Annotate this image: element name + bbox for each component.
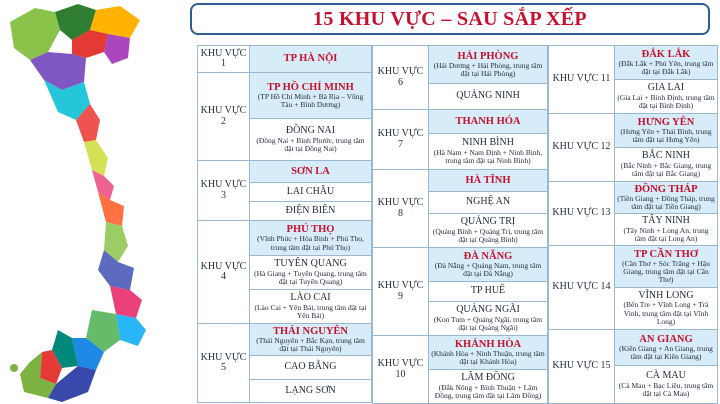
province-cell: QUẢNG NGÃI (Kon Tum + Quảng Ngãi, trung tâm đặt tại Quảng Ngãi) (429, 302, 548, 336)
zone-row (373, 248, 548, 282)
zone-row (373, 170, 548, 192)
zone-label: KHU VỰC 15 (549, 330, 615, 404)
province-cell: PHÚ THỌ (Vĩnh Phúc + Hòa Bình + Phú Thọ, trung tâm đặt tại Phú Thọ) (250, 221, 372, 256)
zone-label: KHU VỰC 1 (198, 46, 250, 73)
province-cell: TÂY NINH (Tây Ninh + Long An, trung tâm đặt tại Long An) (615, 214, 718, 246)
zone-row (373, 336, 548, 370)
province-cell: QUẢNG NINH (429, 84, 548, 110)
zone-row (373, 46, 548, 84)
province-cell: BẮC NINH (Bắc Ninh + Bắc Giang, trung tâm đặt tại Bắc Giang) (615, 148, 718, 182)
province-cell: NGHỆ AN (429, 192, 548, 214)
map-island-phuquoc (10, 364, 18, 372)
province-cell: LÀO CAI (Lào Cai + Yên Bái, trung tâm đặt tại Yên Bái) (250, 290, 372, 324)
province-cell: TUYÊN QUANG (Hà Giang + Tuyên Quang, trung tâm đặt tại Tuyên Quang) (250, 256, 372, 290)
province-cell: TP HỒ CHÍ MINH (TP Hồ Chí Minh + Bà Rịa – Vũng Tàu + Bình Dương) (250, 73, 372, 119)
province-cell: TP HUẾ (429, 282, 548, 302)
zone-label: KHU VỰC 8 (373, 170, 429, 248)
map-region-quangtri (84, 140, 108, 176)
zone-label: KHU VỰC 7 (373, 110, 429, 170)
province-cell: ĐÀ NẴNG (Đà Nẵng + Quảng Nam, trung tâm đặt tại Đà Nẵng) (429, 248, 548, 282)
province-cell: HƯNG YÊN (Hưng Yên + Thái Bình, trung tâm đặt tại Hưng Yên) (615, 114, 718, 148)
province-cell: ĐỒNG THÁP (Tiền Giang + Đồng Tháp, trung tâm đặt tại Tiền Giang) (615, 182, 718, 214)
province-cell: NINH BÌNH (Hà Nam + Nam Định + Ninh Bình, trung tâm đặt tại Ninh Bình) (429, 134, 548, 170)
vietnam-map (0, 0, 200, 403)
zone-label: KHU VỰC 6 (373, 46, 429, 110)
province-cell: GIA LAI (Gia Lai + Bình Định, trung tâm đặt tại Bình Định) (615, 80, 718, 114)
province-cell: THANH HÓA (429, 110, 548, 134)
zone-label: KHU VỰC 13 (549, 182, 615, 246)
province-cell: LAI CHÂU (250, 183, 372, 202)
province-cell: LÂM ĐỒNG (Đắk Nông + Bình Thuận + Lâm Đồng, trung tâm đặt tại Lâm Đồng) (429, 370, 548, 404)
zone-row (549, 246, 718, 288)
province-cell: TP HÀ NỘI (250, 46, 372, 73)
zone-label: KHU VỰC 12 (549, 114, 615, 182)
zone-row (198, 46, 372, 73)
zone-label: KHU VỰC 11 (549, 46, 615, 114)
zone-row (549, 46, 718, 80)
zone-row (198, 161, 372, 183)
map-region-northwest (10, 8, 60, 60)
zone-row (549, 330, 718, 366)
zone-row (198, 324, 372, 356)
province-cell: TP CẦN THƠ (Cần Thơ + Sóc Trăng + Hậu Giang, trung tâm đặt tại Cần Thơ) (615, 246, 718, 288)
province-cell: LẠNG SƠN (250, 380, 372, 403)
province-cell: ĐẮK LẮK (Đắk Lắk + Phú Yên, trung tâm đặt tại Đắk Lắk) (615, 46, 718, 80)
zone-column-1 (197, 45, 372, 403)
zone-column-3 (548, 45, 718, 403)
zone-label: KHU VỰC 3 (198, 161, 250, 221)
map-region-khanhhoa (116, 314, 146, 346)
province-cell: SƠN LA (250, 161, 372, 183)
zone-label: KHU VỰC 9 (373, 248, 429, 336)
province-cell: QUẢNG TRỊ (Quảng Bình + Quảng Trị, trung tâm đặt tại Quảng Bình) (429, 214, 548, 248)
province-cell: THÁI NGUYÊN (Thái Nguyên + Bắc Kạn, trung tâm đặt tại Thái Nguyên) (250, 324, 372, 356)
zone-table-3 (548, 45, 718, 404)
map-region-red-delta (104, 34, 130, 64)
province-cell: ĐỒNG NAI (Đồng Nai + Bình Phước, trung tâm đặt tại Đồng Nai) (250, 119, 372, 161)
province-cell: HẢI PHÒNG (Hải Dương + Hải Phòng, trung tâm đặt tại Hải Phòng) (429, 46, 548, 84)
province-cell: KHÁNH HÒA (Khánh Hòa + Ninh Thuận, trung tâm đặt tại Khánh Hòa) (429, 336, 548, 370)
zone-table-2 (372, 45, 548, 404)
province-cell: AN GIANG (Kiên Giang + An Giang, trung tâm đặt tại Kiên Giang) (615, 330, 718, 366)
zone-table-1 (197, 45, 372, 403)
zone-row (373, 110, 548, 134)
province-cell: HÀ TĨNH (429, 170, 548, 192)
zone-row (198, 221, 372, 256)
province-cell: ĐIỆN BIÊN (250, 202, 372, 221)
zone-label: KHU VỰC 5 (198, 324, 250, 403)
zone-row (549, 182, 718, 214)
zone-label: KHU VỰC 2 (198, 73, 250, 161)
zone-column-2 (372, 45, 548, 403)
zone-label: KHU VỰC 4 (198, 221, 250, 324)
title-box (190, 3, 710, 35)
page-title: 15 KHU VỰC – SAU SẮP XẾP (313, 7, 587, 30)
province-cell: CÀ MAU (Cà Mau + Bạc Liêu, trung tâm đặt tại Cà Mau) (615, 366, 718, 404)
province-cell: VĨNH LONG (Bến Tre + Vĩnh Long + Trà Vinh, trung tâm đặt tại Vĩnh Long) (615, 288, 718, 330)
province-cell: CAO BẰNG (250, 356, 372, 380)
map-region-daklak (110, 286, 142, 318)
map-region-danang (98, 192, 124, 226)
map-region-thanhhoa (30, 52, 86, 90)
zone-row (198, 73, 372, 119)
zone-label: KHU VỰC 10 (373, 336, 429, 404)
zone-row (549, 114, 718, 148)
zone-label: KHU VỰC 14 (549, 246, 615, 330)
